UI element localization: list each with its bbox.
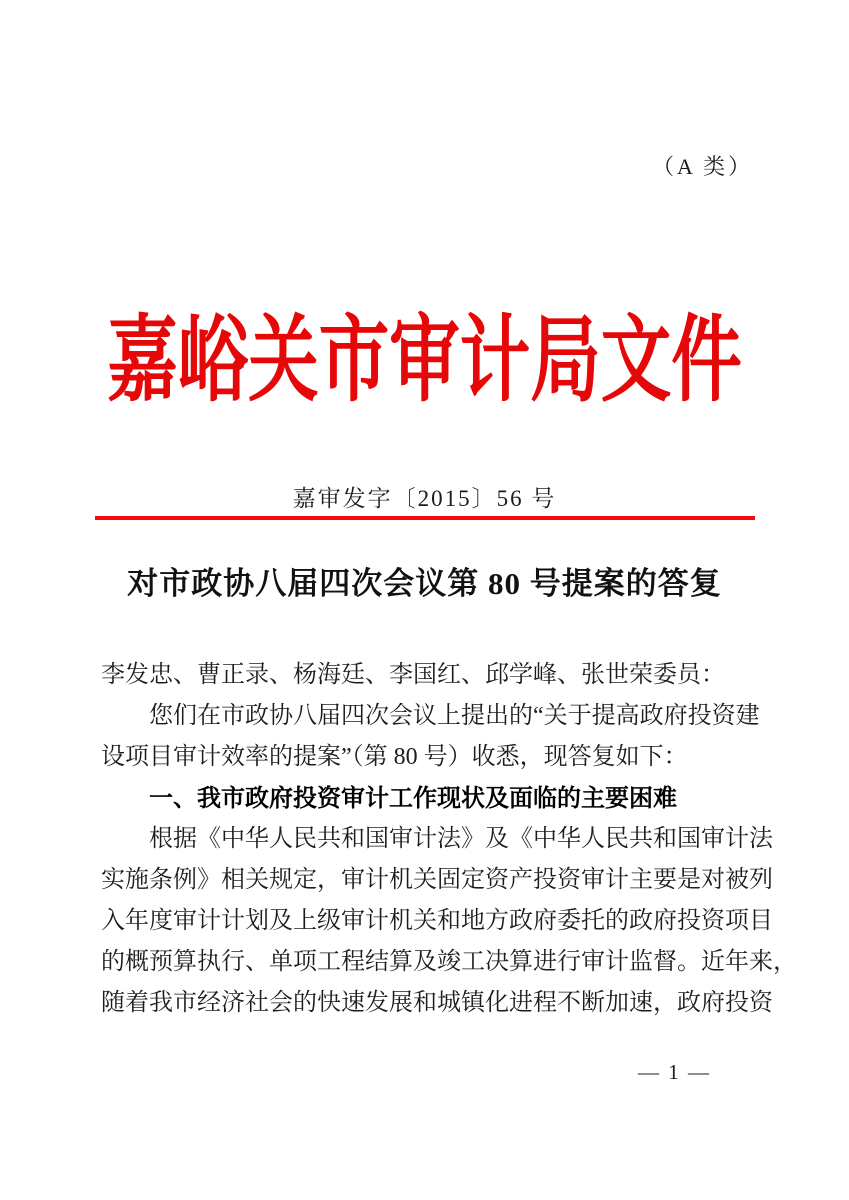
body-line: 根据《中华人民共和国审计法》及《中华人民共和国审计法 — [149, 826, 773, 852]
section-heading: 一、我市政府投资审计工作现状及面临的主要困难 — [149, 785, 677, 812]
issuing-agency-title: 嘉峪关市审计局文件 — [107, 309, 742, 413]
body-line: 设项目审计效率的提案”（第 80 号）收悉，现答复如下： — [101, 744, 688, 770]
body-line: 随着我市经济社会的快速发展和城镇化进程不断加速，政府投资 — [101, 990, 773, 1016]
document-body — [101, 655, 797, 1024]
red-separator-line — [95, 516, 755, 520]
salutation-line: 李发忠、曹正录、杨海廷、李国红、邱学峰、张世荣委员： — [101, 662, 725, 688]
body-line: 您们在市政协八届四次会议上提出的“关于提高政府投资建 — [149, 703, 760, 729]
page-number: — 1 — — [638, 1060, 711, 1084]
document-reference-number: 嘉审发字〔2015〕56 号 — [292, 486, 557, 511]
classification-label: （A 类） — [652, 154, 754, 179]
document-title: 对市政协八届四次会议第 80 号提案的答复 — [127, 566, 722, 601]
body-line: 实施条例》相关规定，审计机关固定资产投资审计主要是对被列 — [101, 867, 773, 893]
body-line: 的概预算执行、单项工程结算及竣工决算进行审计监督。近年来， — [101, 949, 797, 975]
body-line: 入年度审计计划及上级审计机关和地方政府委托的政府投资项目 — [101, 908, 773, 934]
